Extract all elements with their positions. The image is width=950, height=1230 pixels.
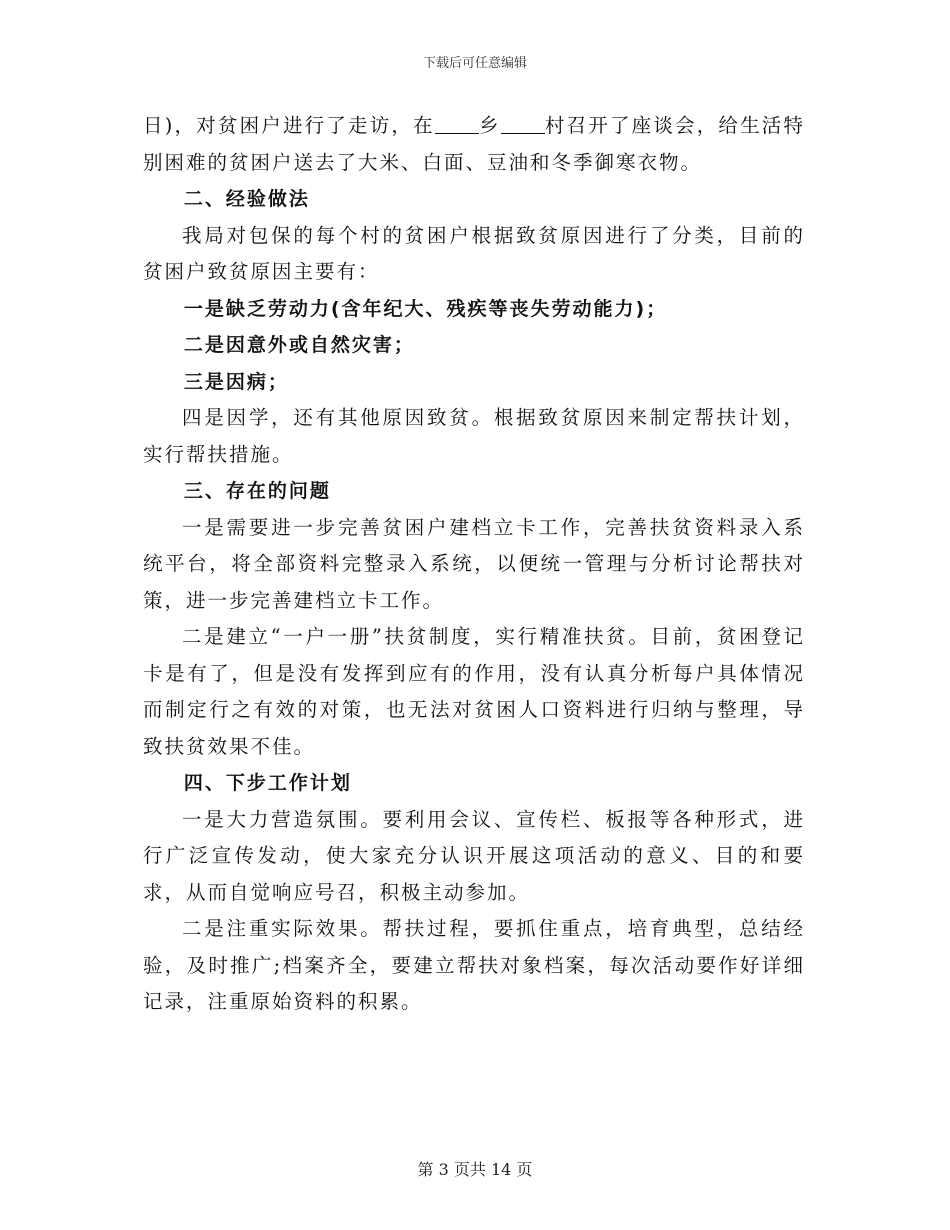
blank-township xyxy=(435,113,479,134)
cause-item-disaster: 二是因意外或自然灾害； xyxy=(183,334,415,356)
paragraph-visits xyxy=(143,108,805,181)
page-header: 下载后可任意编辑 xyxy=(422,56,527,71)
section-heading-plan: 四、下步工作计划 xyxy=(183,772,352,794)
paragraph-visits-text-1: 日)，对贫困户进行了走访，在 xyxy=(143,114,435,137)
document-body xyxy=(143,108,805,1021)
paragraph-problem-1: 一是需要进一步完善贫困户建档立卡工作，完善扶贫资料录入系统平台，将全部资料完整录入系统，以便统一管理与分析讨论帮扶对策，进一步完善建档立卡工作。 xyxy=(143,515,805,612)
paragraph-classification: 我局对包保的每个村的贫困户根据致贫原因进行了分类，目前的贫困户致贫原因主要有： xyxy=(143,223,805,283)
paragraph-plan-2: 二是注重实际效果。帮扶过程，要抓住重点，培育典型，总结经验，及时推广;档案齐全，要建立帮扶对象档案，每次活动要作好详细记录，注重原始资料的积累。 xyxy=(143,917,805,1013)
section-heading-problems: 三、存在的问题 xyxy=(183,480,331,502)
section-heading-experience: 二、经验做法 xyxy=(183,188,310,210)
page-number: 第 3 页共 14 页 xyxy=(417,1160,533,1179)
blank-village xyxy=(501,113,545,134)
cause-item-illness: 三是因病； xyxy=(183,370,289,393)
paragraph-visits-text-3: 村召开了座谈会，给生活特别困难的贫困户送去了大米、白面、豆油和冬季御寒衣物。 xyxy=(143,114,805,174)
paragraph-plan-1: 一是大力营造氛围。要利用会议、宣传栏、板报等各种形式，进行广泛宣传发动，使大家充分认识开展这项活动的意义、目的和要求，从而自觉响应号召，积极主动参加。 xyxy=(143,807,805,904)
paragraph-visits-text-2: 乡 xyxy=(478,114,501,137)
cause-item-labor: 一是缺乏劳动力(含年纪大、残疾等丧失劳动能力)； xyxy=(183,297,668,320)
paragraph-problem-2: 二是建立“一户一册”扶贫制度，实行精准扶贫。目前，贫困登记卡是有了，但是没有发挥到应有的作用，没有认真分析每户具体情况而制定行之有效的对策，也无法对贫困人口资料进行归纳与整理，导致扶贫效果不佳。 xyxy=(143,625,805,758)
paragraph-education-cause: 四是因学，还有其他原因致贫。根据致贫原因来制定帮扶计划，实行帮扶措施。 xyxy=(143,406,805,466)
